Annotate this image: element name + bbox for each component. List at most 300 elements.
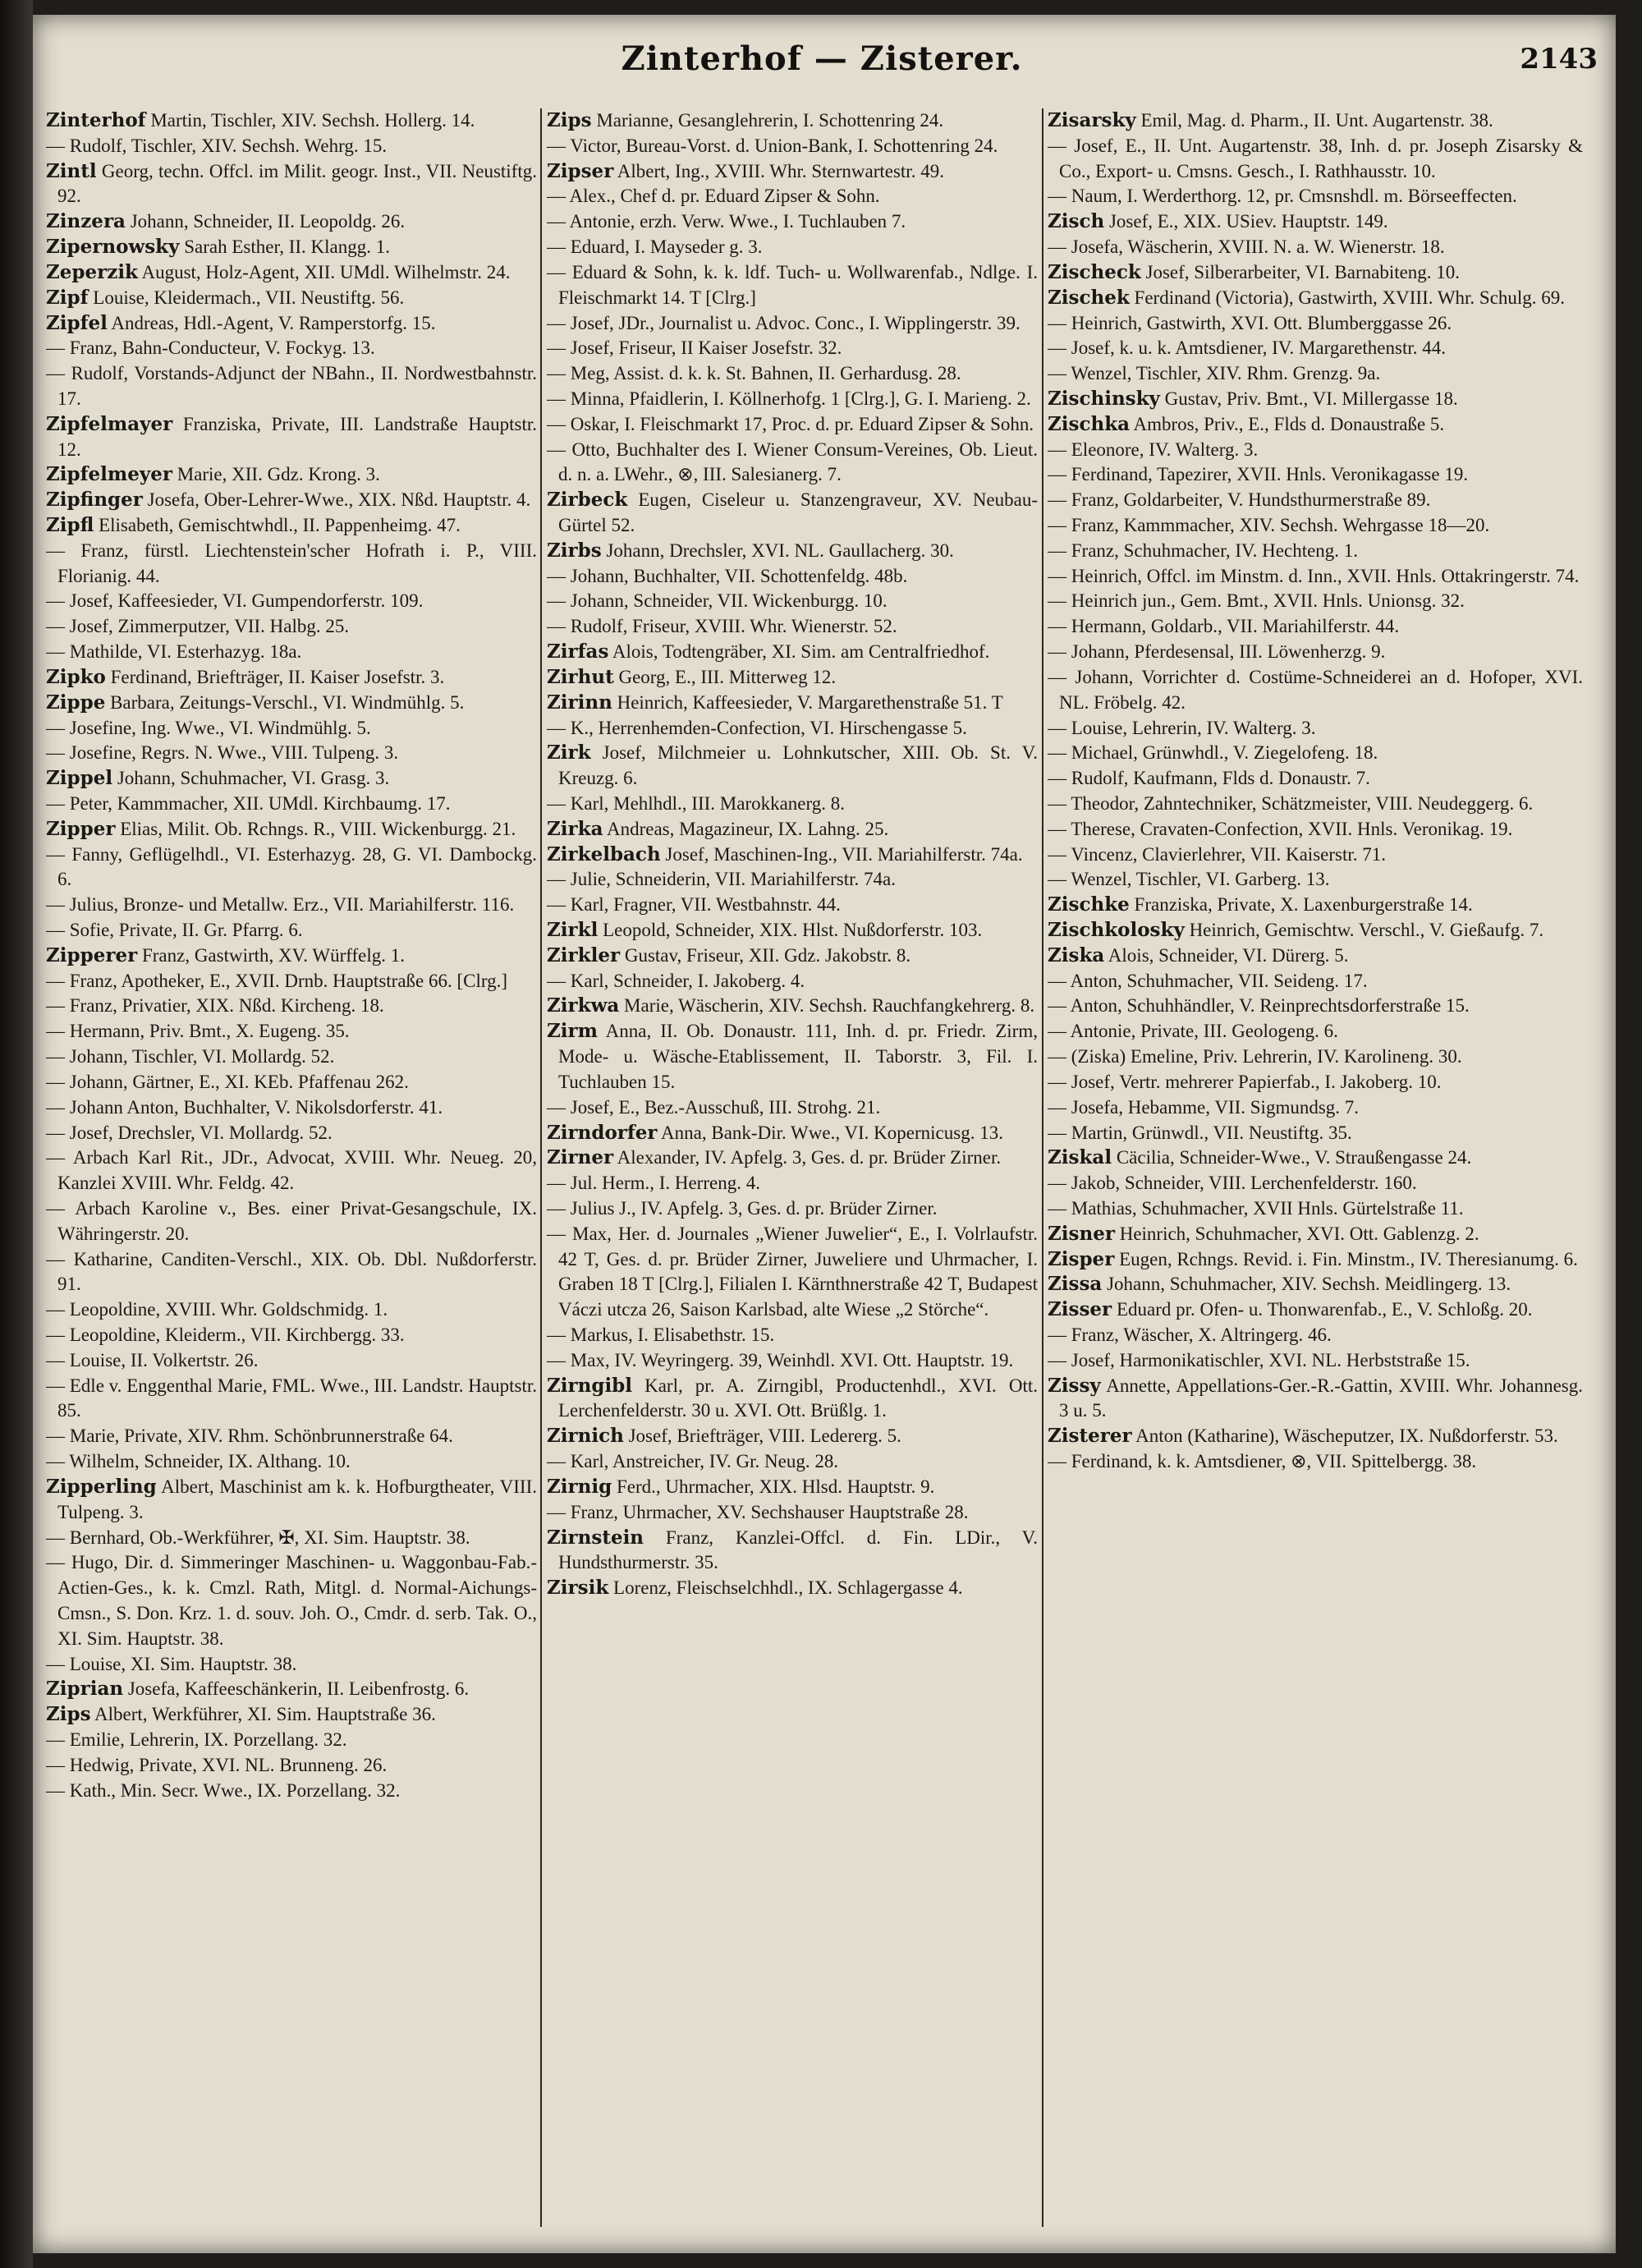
entry-surname: Ziskal [1048, 1146, 1112, 1169]
entry-text: — Johann, Vorrichter d. Costüme-Schneiderei an d. Hofoper, XVI. NL. Fröbelg. 42. [1048, 666, 1583, 713]
entry-text: Andreas, Magazineur, IX. Lahng. 25. [603, 818, 889, 839]
entry-text: — Julie, Schneiderin, VII. Mariahilferstr. 74a. [547, 869, 896, 890]
entry-text: Georg, techn. Offcl. im Milit. geogr. Inst., VII. Neustiftg. 92. [57, 160, 537, 207]
entry-text: — Josef, E., II. Unt. Augartenstr. 38, Inh. d. pr. Joseph Zisarsky & Co., Export- u. Cmsns. Gesch., I. Rathhausstr. 10. [1048, 135, 1583, 181]
entry-text: — Karl, Schneider, I. Jakoberg. 4. [547, 970, 805, 991]
entry-text: — Johann, Pferdesensal, III. Löwenherzg. 9. [1048, 641, 1386, 663]
entry-surname: Zipfl [46, 514, 94, 536]
entry-text: — Alex., Chef d. pr. Eduard Zipser & Sohn. [547, 186, 880, 207]
directory-entry [547, 134, 1038, 159]
entry-text: — Josefine, Regrs. N. Wwe., VIII. Tulpeng. 3. [46, 742, 399, 764]
column-rule [1042, 108, 1043, 2227]
entry-text: — Franz, fürstl. Liechtenstein'scher Hofrath i. P., VIII. Florianig. 44. [46, 539, 537, 586]
entry-text: — Max, Her. d. Journales „Wiener Juwelier“, E., I. Volrlaufstr. 42 T, Ges. d. pr. Brüder Zirner, Juweliere und Uhrmacher, I. Graben 18 T [Clrg.], Filialen I. Kärnthnerstraße 42 T, Budapest Váczi utcza 26, Saison Karlsbad, alte Wiese „2 Störche“. [547, 1223, 1038, 1320]
entry-text: — Michael, Grünwhdl., V. Ziegelofeng. 18. [1048, 742, 1378, 764]
directory-entry [46, 1297, 537, 1323]
directory-entry [547, 209, 1038, 235]
directory-entry [547, 665, 1038, 691]
column-rule [540, 108, 542, 2227]
entry-surname: Zirfas [547, 640, 609, 663]
entry-text: — Meg, Assist. d. k. k. St. Bahnen, II. Gerhardusg. 28. [547, 363, 961, 384]
directory-entry [547, 1019, 1038, 1095]
entry-text: — Franz, Wäscher, X. Altringerg. 46. [1048, 1325, 1332, 1345]
directory-entry [46, 842, 537, 893]
directory-entry [1048, 1323, 1583, 1348]
directory-entry [1048, 412, 1583, 438]
entry-text: — Arbach Karoline v., Bes. einer Privat-Gesangschule, IX. Währingerstr. 20. [46, 1197, 537, 1244]
entry-text: — Rudolf, Friseur, XVIII. Whr. Wienerstr. 52. [547, 616, 897, 637]
directory-entry [46, 1753, 537, 1779]
directory-entry [547, 589, 1038, 614]
entry-surname: Zisper [1048, 1247, 1115, 1270]
entry-surname: Zipfinger [46, 489, 143, 512]
entry-text: — Otto, Buchhalter des I. Wiener Consum-Vereines, Ob. Lieut. d. n. a. LWehr., ⊗, III. Salesianerg. 7. [547, 438, 1038, 485]
directory-entry [547, 867, 1038, 893]
directory-entry [1048, 614, 1583, 640]
directory-entry [1048, 235, 1583, 260]
entry-surname: Zischek [1048, 286, 1130, 309]
entry-text: — Marie, Private, XIV. Rhm. Schönbrunnerstraße 64. [46, 1426, 453, 1447]
entry-surname: Zipper [46, 817, 116, 840]
directory-entry [1048, 462, 1583, 488]
entry-text: — Franz, Bahn-Conducteur, V. Fockyg. 13. [46, 337, 375, 359]
directory-entry [547, 1095, 1038, 1121]
entry-text: Marianne, Gesanglehrerin, I. Schottenring 24. [591, 110, 944, 131]
entry-text: Eduard pr. Ofen- u. Thonwarenfab., E., V. Schloßg. 20. [1112, 1299, 1533, 1320]
entry-text: Heinrich, Gemischtw. Verschl., V. Gießaufg. 7. [1184, 920, 1544, 940]
entry-text: Johann, Drechsler, XVI. NL. Gaullacherg. 30. [601, 539, 954, 561]
entry-text: — Louise, II. Volkertstr. 26. [46, 1349, 259, 1370]
entry-text: Martin, Tischler, XIV. Sechsh. Hollerg. 14. [145, 110, 475, 131]
entry-text: — Theodor, Zahntechniker, Schätzmeister, VIII. Neudeggerg. 6. [1048, 792, 1534, 814]
entry-text: — Heinrich, Offcl. im Minstm. d. Inn., XVII. Hnls. Ottakringerstr. 74. [1048, 565, 1580, 586]
entry-text: Ferdinand (Victoria), Gastwirth, XVIII. Whr. Schulg. 69. [1129, 287, 1566, 308]
directory-entry [46, 741, 537, 766]
directory-entry [547, 1576, 1038, 1601]
directory-entry [547, 260, 1038, 311]
directory-entry [46, 1702, 537, 1728]
entry-text: Albert, Werkführer, XI. Sim. Hauptstraße 36. [90, 1704, 436, 1725]
directory-entry [1048, 1171, 1583, 1196]
entry-surname: Zipf [46, 286, 89, 309]
entry-text: Josef, E., XIX. USiev. Hauptstr. 149. [1104, 211, 1388, 232]
column-3 [1048, 108, 1583, 2235]
entry-surname: Zips [46, 1703, 91, 1726]
entry-surname: Zirnich [547, 1425, 624, 1448]
directory-entry [547, 1222, 1038, 1323]
directory-entry [46, 1677, 537, 1702]
directory-entry [1048, 918, 1583, 943]
directory-entry [547, 994, 1038, 1019]
directory-entry [46, 513, 537, 539]
entry-text: Ambros, Priv., E., Flds d. Donaustraße 5. [1130, 413, 1445, 434]
entry-text: Josefa, Kaffeeschänkerin, II. Leibenfrostg. 6. [123, 1678, 470, 1700]
entry-text: — Kath., Min. Secr. Wwe., IX. Porzellang. 32. [46, 1779, 401, 1801]
directory-entry [46, 134, 537, 159]
directory-entry [547, 1449, 1038, 1475]
directory-entry [1048, 1222, 1583, 1247]
entry-surname: Zirkl [547, 919, 599, 941]
directory-entry [547, 1424, 1038, 1449]
entry-text: — Josef, Friseur, II Kaiser Josefstr. 32. [547, 337, 842, 359]
directory-entry [1048, 108, 1583, 134]
entry-text: — Franz, Apotheker, E., XVII. Drnb. Hauptstraße 66. [Clrg.] [46, 970, 508, 991]
directory-entry [46, 488, 537, 513]
directory-entry [46, 1652, 537, 1678]
directory-entry [1048, 665, 1583, 716]
column-2 [547, 108, 1038, 2235]
directory-entry [1048, 766, 1583, 792]
entry-text: — Franz, Privatier, XIX. Nßd. Kircheng. 18. [46, 995, 384, 1017]
entry-text: Marie, Wäscherin, XIV. Sechsh. Rauchfangkehrerg. 8. [619, 995, 1035, 1017]
entry-surname: Zirhut [547, 665, 614, 688]
directory-entry [547, 1526, 1038, 1577]
directory-entry [46, 817, 537, 842]
directory-entry [547, 311, 1038, 337]
entry-text: Ferd., Uhrmacher, XIX. Hlsd. Hauptstr. 9. [612, 1476, 935, 1497]
entry-text: — Wenzel, Tischler, XIV. Rhm. Grenzg. 9a. [1048, 363, 1381, 384]
entry-text: — Martin, Grünwdl., VII. Neustiftg. 35. [1048, 1122, 1352, 1143]
entry-surname: Zisch [1048, 210, 1105, 233]
entry-surname: Zirngibl [547, 1374, 633, 1397]
entry-text: — Minna, Pfaidlerin, I. Köllnerhofg. 1 [Clrg.], G. I. Marieng. 2. [547, 388, 1031, 409]
directory-entry [46, 716, 537, 741]
directory-entry [46, 361, 537, 412]
directory-entry [1048, 336, 1583, 361]
entry-surname: Zipser [547, 159, 614, 182]
entry-text: — Josef, Kaffeesieder, VI. Gumpendorferstr. 109. [46, 590, 424, 612]
directory-entry [1048, 1095, 1583, 1121]
directory-entry [547, 1348, 1038, 1374]
directory-entry [46, 1348, 537, 1374]
entry-text: — Emilie, Lehrerin, IX. Porzellang. 32. [46, 1729, 347, 1750]
entry-text: — Josef, JDr., Journalist u. Advoc. Conc., I. Wipplingerstr. 39. [547, 312, 1021, 333]
directory-entry [1048, 1297, 1583, 1323]
entry-text: — Jul. Herm., I. Herreng. 4. [547, 1173, 760, 1194]
entry-text: — Ferdinand, Tapezirer, XVII. Hnls. Veronikagasse 19. [1048, 464, 1469, 485]
directory-entry [1048, 867, 1583, 893]
directory-entry [547, 108, 1038, 134]
directory-entry [1048, 1247, 1583, 1273]
directory-entry [547, 159, 1038, 185]
entry-text: Franz, Kanzlei-Offcl. d. Fin. LDir., V. Hundsthurmerstr. 35. [558, 1527, 1038, 1573]
entry-surname: Zirkelbach [547, 842, 661, 865]
directory-entry [547, 564, 1038, 590]
directory-entry [46, 1019, 537, 1044]
directory-entry [46, 1095, 537, 1121]
entry-text: — Karl, Mehlhdl., III. Marokkanerg. 8. [547, 792, 846, 814]
entry-text: — Peter, Kammmacher, XII. UMdl. Kirchbaumg. 17. [46, 792, 451, 814]
directory-entry [547, 336, 1038, 361]
entry-text: — Johann, Schneider, VII. Wickenburgg. 10. [547, 590, 888, 612]
entry-text: — Heinrich jun., Gem. Bmt., XVII. Hnls. Unionsg. 32. [1048, 590, 1465, 612]
directory-entry [46, 1779, 537, 1804]
entry-text: Sarah Esther, II. Klangg. 1. [179, 236, 390, 258]
entry-text: Albert, Ing., XVIII. Whr. Sternwartestr. 49. [613, 160, 944, 181]
directory-entry [1048, 792, 1583, 817]
directory-entry [547, 817, 1038, 842]
entry-surname: Zeperzik [46, 260, 138, 283]
directory-entry [46, 1145, 537, 1196]
directory-entry [547, 969, 1038, 994]
directory-entry [547, 387, 1038, 412]
entry-text: — Hugo, Dir. d. Simmeringer Maschinen- u. Waggonbau-Fab.-Actien-Ges., k. k. Cmzl. Rath, Mitgl. d. Normal-Aichungs-Cmsn., S. Don. Krz. 1. d. souv. Joh. O., Cmdr. d. serb. Tak. O., XI. Sim. Hauptstr. 38. [46, 1552, 537, 1649]
directory-entry [46, 994, 537, 1019]
entry-text: — Josef, Harmonikatischler, XVI. NL. Herbststraße 15. [1048, 1349, 1470, 1370]
entry-text: — Franz, Uhrmacher, XV. Sechshauser Hauptstraße 28. [547, 1501, 969, 1522]
directory-entry [46, 1374, 537, 1425]
entry-surname: Ziska [1048, 943, 1105, 966]
entry-surname: Zirkwa [547, 994, 620, 1017]
entry-text: — Karl, Fragner, VII. Westbahnstr. 44. [547, 894, 841, 916]
entry-surname: Zirm [547, 1020, 598, 1043]
directory-entry [547, 1500, 1038, 1526]
directory-entry [1048, 539, 1583, 564]
entry-surname: Zischinsky [1048, 387, 1160, 410]
entry-text: Anna, II. Ob. Donaustr. 111, Inh. d. pr. Friedr. Zirm, Mode- u. Wäsche-Etablissement, II. Taborstr. 3, Fil. I. Tuchlauben 15. [558, 1021, 1038, 1092]
entry-text: — Vincenz, Clavierlehrer, VII. Kaiserstr. 71. [1048, 843, 1387, 865]
entry-surname: Zirbeck [547, 489, 628, 512]
entry-surname: Zisner [1048, 1222, 1115, 1245]
directory-entry [46, 792, 537, 817]
entry-text: — Hedwig, Private, XVI. NL. Brunneng. 26. [46, 1754, 388, 1775]
entry-text: Elisabeth, Gemischtwhdl., II. Pappenheimg. 47. [94, 515, 461, 535]
entry-text: — Johann, Gärtner, E., XI. KEb. Pfaffenau 262. [46, 1071, 409, 1092]
entry-text: — Josef, Drechsler, VI. Mollardg. 52. [46, 1122, 333, 1143]
directory-entry [46, 614, 537, 640]
entry-text: August, Holz-Agent, XII. UMdl. Wilhelmstr. 24. [138, 261, 511, 282]
directory-entry [46, 462, 537, 488]
entry-text: Alois, Todtengräber, XI. Sim. am Centralfriedhof. [608, 641, 990, 663]
entry-text: — Josefa, Wäscherin, XVIII. N. a. W. Wienerstr. 18. [1048, 236, 1445, 258]
directory-entry [547, 614, 1038, 640]
entry-surname: Zirndorfer [547, 1121, 658, 1144]
entry-text: — Josef, Vertr. mehrerer Papierfab., I. Jakoberg. 10. [1048, 1071, 1442, 1092]
directory-entry [46, 1044, 537, 1070]
directory-entry [547, 361, 1038, 387]
directory-entry [1048, 438, 1583, 463]
page-header [46, 39, 1598, 97]
page-number: 2143 [1520, 43, 1598, 76]
entry-surname: Zirka [547, 817, 603, 840]
running-title: Zinterhof — Zisterer. [621, 39, 1023, 78]
entry-text: — Josef, Zimmerputzer, VII. Halbg. 25. [46, 616, 350, 637]
directory-entry [547, 488, 1038, 539]
directory-entry [547, 412, 1038, 438]
entry-text: — Hermann, Goldarb., VII. Mariahilferstr. 44. [1048, 616, 1400, 637]
entry-surname: Zisterer [1048, 1425, 1132, 1448]
entry-text: — (Ziska) Emeline, Priv. Lehrerin, IV. Karolineng. 30. [1048, 1046, 1462, 1067]
entry-text: — Anton, Schuhhändler, V. Reinprechtsdorferstraße 15. [1048, 995, 1470, 1017]
entry-text: — Antonie, erzh. Verw. Wwe., I. Tuchlauben 7. [547, 211, 906, 232]
entry-surname: Zisser [1048, 1298, 1112, 1321]
directory-entry [547, 1475, 1038, 1500]
scan-left-edge [0, 0, 33, 2268]
entry-text: Anna, Bank-Dir. Wwe., VI. Kopernicusg. 13. [657, 1122, 1003, 1143]
directory-entry [46, 969, 537, 994]
entry-text: — Johann Anton, Buchhalter, V. Nikolsdorferstr. 41. [46, 1096, 443, 1118]
directory-entry [547, 184, 1038, 209]
entry-text: — Josefa, Hebamme, VII. Sigmundsg. 7. [1048, 1096, 1360, 1118]
entry-text: Annette, Appellations-Ger.-R.-Gattin, XVIII. Whr. Johannesg. 3 u. 5. [1059, 1375, 1583, 1421]
directory-entry [46, 1323, 537, 1348]
directory-entry [1048, 1196, 1583, 1222]
directory-entry [46, 1475, 537, 1526]
directory-entry [547, 1121, 1038, 1146]
directory-entry [46, 260, 537, 286]
entry-text: — Max, IV. Weyringerg. 39, Weinhdl. XVI. Ott. Hauptstr. 19. [547, 1349, 1014, 1370]
entry-surname: Zirinn [547, 691, 612, 714]
directory-entry [1048, 564, 1583, 590]
entry-text: — Wenzel, Tischler, VI. Garberg. 13. [1048, 869, 1330, 890]
entry-surname: Zipperer [46, 943, 138, 966]
entry-text: — Edle v. Enggenthal Marie, FML. Wwe., III. Landstr. Hauptstr. 85. [46, 1375, 537, 1421]
column-1 [46, 108, 537, 2235]
directory-entry [1048, 640, 1583, 665]
directory-entry [46, 1526, 537, 1551]
directory-entry [547, 691, 1038, 716]
entry-surname: Zischkolosky [1048, 919, 1185, 941]
directory-entry [1048, 260, 1583, 286]
directory-entry [547, 1374, 1038, 1425]
entry-surname: Zintl [46, 159, 97, 182]
directory-entry [547, 438, 1038, 489]
directory-entry [46, 766, 537, 792]
entry-text: Eugen, Rchngs. Revid. i. Fin. Minstm., IV. Theresianumg. 6. [1114, 1248, 1578, 1269]
entry-text: Louise, Kleidermach., VII. Neustiftg. 56. [88, 287, 405, 308]
entry-surname: Zipfelmeyer [46, 463, 172, 486]
entry-text: Lorenz, Fleischselchhdl., IX. Schlagergasse 4. [608, 1577, 963, 1599]
directory-entry [1048, 589, 1583, 614]
entry-text: Albert, Maschinist am k. k. Hofburgtheater, VIII. Tulpeng. 3. [57, 1476, 537, 1522]
entry-text: — Anton, Schuhmacher, VII. Seideng. 17. [1048, 970, 1368, 991]
directory-entry [547, 741, 1038, 792]
entry-text: — Oskar, I. Fleischmarkt 17, Proc. d. pr. Eduard Zipser & Sohn. [547, 413, 1034, 434]
entry-text: Johann, Schuhmacher, XIV. Sechsh. Meidlingerg. 13. [1102, 1274, 1511, 1295]
entry-surname: Zipperling [46, 1475, 157, 1498]
directory-entry [1048, 817, 1583, 842]
entry-text: — Heinrich, Gastwirth, XVI. Ott. Blumberggasse 26. [1048, 312, 1452, 333]
directory-entry [547, 1171, 1038, 1196]
directory-entry [46, 1550, 537, 1651]
entry-text: — Josefine, Ing. Wwe., VI. Windmühlg. 5. [46, 717, 371, 738]
directory-entry [46, 336, 537, 361]
entry-surname: Zirk [547, 741, 591, 764]
entry-text: — Josef, E., Bez.-Ausschuß, III. Strohg. 21. [547, 1096, 881, 1118]
directory-entry [46, 209, 537, 235]
entry-text: — Mathias, Schuhmacher, XVII Hnls. Gürtelstraße 11. [1048, 1197, 1464, 1219]
entry-text: Eugen, Ciseleur u. Stanzengraveur, XV. Neubau-Gürtel 52. [558, 489, 1038, 535]
entry-surname: Zirkler [547, 943, 621, 966]
directory-entry [46, 691, 537, 716]
directory-entry [1048, 1348, 1583, 1374]
entry-text: — Antonie, Private, III. Geologeng. 6. [1048, 1021, 1338, 1042]
entry-text: Josef, Maschinen-Ing., VII. Mariahilferstr. 74a. [660, 843, 1023, 865]
entry-text: — Leopoldine, XVIII. Whr. Goldschmidg. 1. [46, 1299, 388, 1320]
entry-surname: Zissy [1048, 1374, 1101, 1397]
directory-entry [1048, 184, 1583, 209]
directory-entry [46, 665, 537, 691]
entry-surname: Zipko [46, 665, 106, 688]
entry-text: — Leopoldine, Kleiderm., VII. Kirchbergg. 33. [46, 1325, 405, 1345]
entry-text: Franz, Gastwirth, XV. Würffelg. 1. [137, 944, 405, 966]
directory-entry [1048, 741, 1583, 766]
directory-entry [46, 235, 537, 260]
directory-entry [46, 108, 537, 134]
directory-entry [547, 235, 1038, 260]
entry-text: Josef, Silberarbeiter, VI. Barnabiteng. 10. [1140, 261, 1461, 282]
directory-entry [547, 918, 1038, 943]
directory-entry [1048, 1070, 1583, 1095]
entry-text: Andreas, Hdl.-Agent, V. Ramperstorfg. 15. [107, 312, 436, 333]
entry-text: — Markus, I. Elisabethstr. 15. [547, 1325, 775, 1345]
directory-entry [547, 842, 1038, 868]
entry-surname: Zipfel [46, 311, 108, 334]
entry-surname: Zippel [46, 767, 113, 790]
directory-entry [547, 1145, 1038, 1171]
directory-entry [1048, 943, 1583, 969]
directory-entry [46, 893, 537, 918]
entry-text: — Rudolf, Tischler, XIV. Sechsh. Wehrg. 15. [46, 135, 388, 156]
directory-entry [1048, 969, 1583, 994]
directory-entry [46, 1728, 537, 1753]
entry-text: — Mathilde, VI. Esterhazyg. 18a. [46, 641, 302, 663]
entry-text: — Julius J., IV. Apfelg. 3, Ges. d. pr. Brüder Zirner. [547, 1197, 938, 1219]
directory-entry [1048, 488, 1583, 513]
directory-entry [46, 589, 537, 614]
directory-entry [547, 1323, 1038, 1348]
directory-entry [1048, 1121, 1583, 1146]
entry-surname: Zirsik [547, 1577, 609, 1600]
entry-text: Gustav, Friseur, XII. Gdz. Jakobstr. 8. [620, 944, 911, 966]
entry-text: — Fanny, Geflügelhdl., VI. Esterhazyg. 28, G. VI. Dambockg. 6. [46, 843, 537, 890]
directory-entry [547, 1196, 1038, 1222]
entry-text: — Katharine, Canditen-Verschl., XIX. Ob. Dbl. Nußdorferstr. 91. [46, 1248, 537, 1295]
entry-text: — K., Herrenhemden-Confection, VI. Hirschengasse 5. [547, 717, 967, 738]
directory-entry [46, 1070, 537, 1095]
directory-entry [46, 1196, 537, 1247]
entry-text: Josefa, Ober-Lehrer-Wwe., XIX. Nßd. Hauptstr. 4. [142, 489, 531, 511]
entry-surname: Zippe [46, 691, 106, 714]
entry-text: Johann, Schuhmacher, VI. Grasg. 3. [112, 768, 390, 789]
directory-entry [1048, 387, 1583, 412]
entry-text: Marie, XII. Gdz. Krong. 3. [172, 464, 380, 485]
entry-surname: Zirnstein [547, 1526, 644, 1549]
entry-text: Cäcilia, Schneider-Wwe., V. Straußengasse 24. [1112, 1147, 1472, 1168]
entry-surname: Zips [547, 109, 592, 131]
entry-surname: Zirbs [547, 539, 602, 562]
directory-columns [46, 108, 1598, 2235]
entry-text: — Johann, Buchhalter, VII. Schottenfeldg. 48b. [547, 565, 908, 586]
entry-text: — Franz, Schuhmacher, IV. Hechteng. 1. [1048, 539, 1359, 561]
directory-entry [1048, 1044, 1583, 1070]
entry-surname: Zischka [1048, 412, 1131, 435]
directory-entry [46, 286, 537, 311]
directory-entry [1048, 361, 1583, 387]
directory-entry [1048, 1424, 1583, 1449]
directory-entry [1048, 994, 1583, 1019]
entry-text: — Louise, Lehrerin, IV. Walterg. 3. [1048, 717, 1316, 738]
entry-text: — Arbach Karl Rit., JDr., Advocat, XVIII. Whr. Neueg. 20, Kanzlei XVIII. Whr. Feldg. 42. [46, 1147, 537, 1194]
entry-text: Karl, pr. A. Zirngibl, Productenhdl., XVI. Ott. Lerchenfelderstr. 30 u. XVI. Ott. Brüßlg. 1. [558, 1375, 1038, 1421]
entry-text: — Wilhelm, Schneider, IX. Althang. 10. [46, 1451, 351, 1472]
directory-entry [46, 159, 537, 210]
entry-surname: Zischeck [1048, 260, 1141, 283]
entry-surname: Zipernowsky [46, 236, 180, 259]
directory-entry [547, 716, 1038, 741]
entry-surname: Zischke [1048, 893, 1130, 916]
entry-text: — Eleonore, IV. Walterg. 3. [1048, 438, 1259, 460]
